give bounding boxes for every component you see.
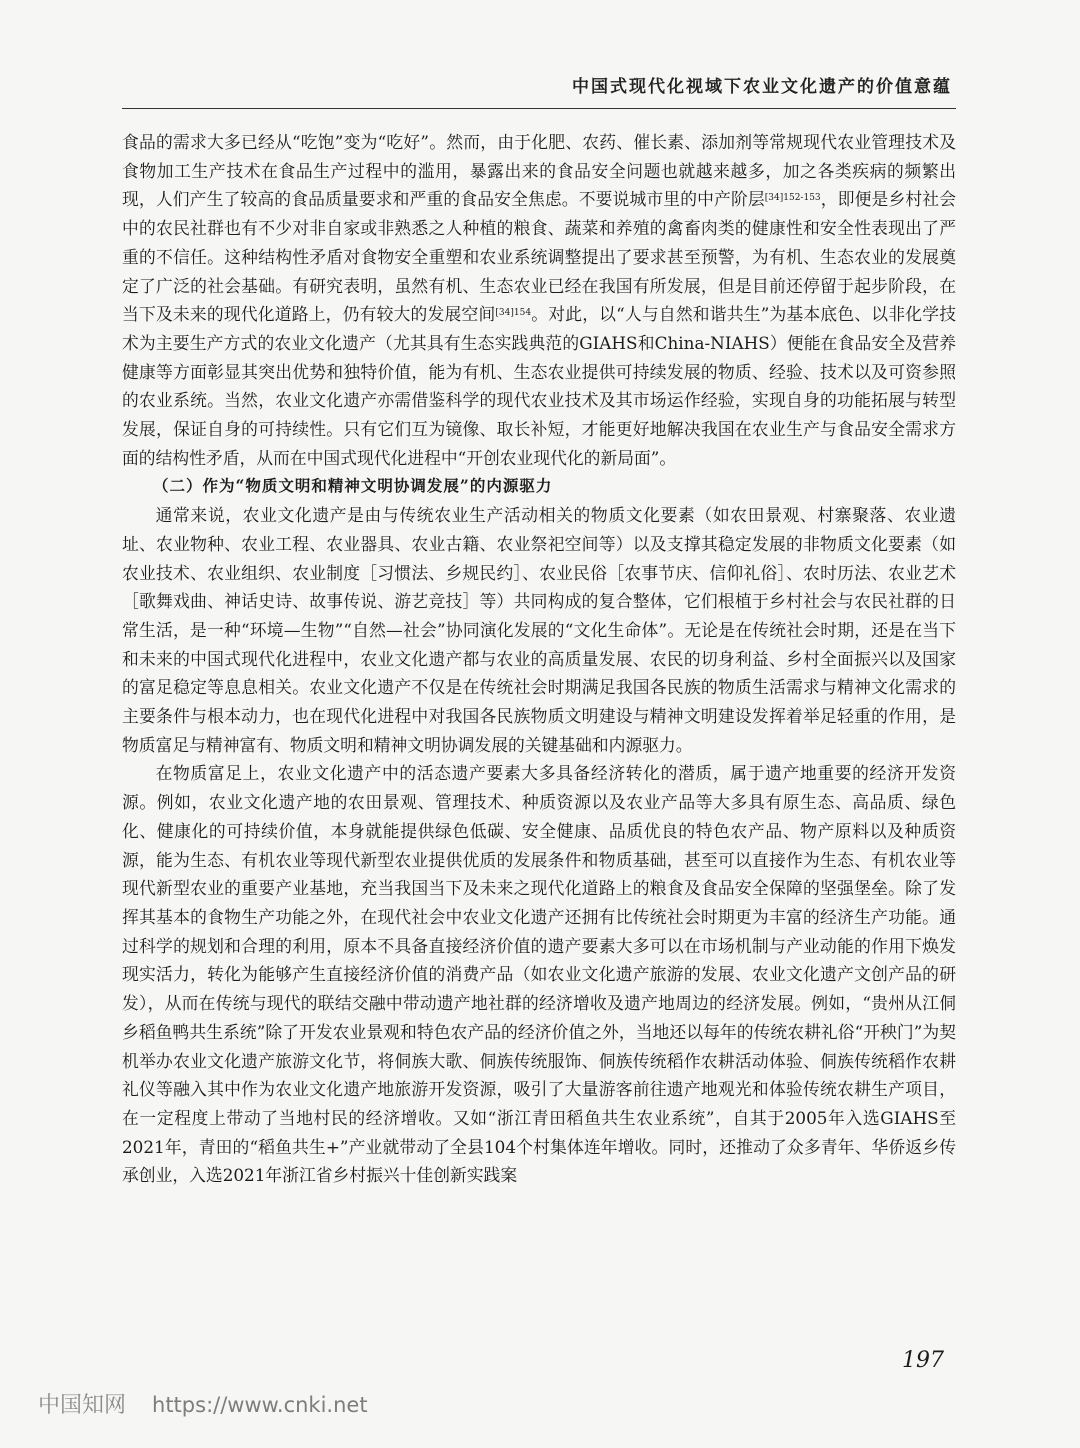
paragraph: 通常来说，农业文化遗产是由与传统农业生产活动相关的物质文化要素（如农田景观、村寨聚落、农业遗址、农业物种、农业工程、农业器具、农业古籍、农业祭祀空间等）以及支撑其稳定发展的非物质文化要素（如农业技术、农业组织、农业制度［习惯法、乡规民约］、农业民俗［农事节庆、信仰礼俗］、农时历法、农业艺术［歌舞戏曲、神话史诗、故事传说、游艺竞技］等）共同构成的复合整体，它们根植于乡村社会与农民社群的日常生活，是一种“环境—生物”“自然—社会”协同演化发展的“文化生命体”。无论是在传统社会时期，还是在当下和未来的中国式现代化进程中，农业文化遗产都与农业的高质量发展、农民的切身利益、乡村全面振兴以及国家的富足稳定等息息相关。农业文化遗产不仅是在传统社会时期满足我国各民族的物质生活需求与精神文化需求的主要条件与根本动力，也在现代化进程中对我国各民族物质文明建设与精神文明建设发挥着举足轻重的作用，是物质富足与精神富有、物质文明和精神文明协调发展的关键基础和内源驱力。 [122, 505, 956, 755]
cnki-logo-text: 中国知网 [38, 1393, 127, 1418]
paragraph-text: ，即便是乡村社会中的农民社群也有不少对非自家或非熟悉之人种植的粮食、蔬菜和养殖的禽畜肉类的健康性和安全性表现出了严重的不信任。这种结构性矛盾对食物安全重塑和农业系统调整提出了要求甚至预警，为有机、生态农业的发展奠定了广泛的社会基础。有研究表明，虽然有机、生态农业已经在我国有所发展，但是目前还停留于起步阶段，在当下及未来的现代化道路上，仍有较大的发展空间 [122, 189, 956, 325]
cnki-watermark [38, 1388, 368, 1419]
paragraph-text: 。对此，以“人与自然和谐共生”为基本底色、以非化学技术为主要生产方式的农业文化遗产（尤其具有生态实践典范的GIAHS和China-NIAHS）便能在食品安全及营养健康等方面彰显其突出优势和独特价值，能为有机、生态农业提供可持续发展的物质、经验、技术以及可资参照的农业系统。当然，农业文化遗产亦需借鉴科学的现代农业技术及其市场运作经验，实现自身的功能拓展与转型发展，保证自身的可持续性。只有它们互为镜像、取长补短，才能更好地解决我国在农业生产与食品安全需求方面的结构性矛盾，从而在中国式现代化进程中“开创农业现代化的新局面”。 [122, 304, 956, 468]
running-header-title: 中国式现代化视域下农业文化遗产的价值意蕴 [572, 77, 952, 97]
paragraph: 在物质富足上，农业文化遗产中的活态遗产要素大多具备经济转化的潜质，属于遗产地重要的经济开发资源。例如，农业文化遗产地的农田景观、管理技术、种质资源以及农业产品等大多具有原生态、高品质、绿色化、健康化的可持续价值，本身就能提供绿色低碳、安全健康、品质优良的特色农产品、物产原料以及种质资源，能为生态、有机农业等现代新型农业提供优质的发展条件和物质基础，甚至可以直接作为生态、有机农业等现代新型农业的重要产业基地，充当我国当下及未来之现代化道路上的粮食及食品安全保障的坚强堡垒。除了发挥其基本的食物生产功能之外，在现代社会中农业文化遗产还拥有比传统社会时期更为丰富的经济生产功能。通过科学的规划和合理的利用，原本不具备直接经济价值的遗产要素大多可以在市场机制与产业动能的作用下焕发现实活力，转化为能够产生直接经济价值的消费产品（如农业文化遗产旅游的发展、农业文化遗产文创产品的研发），从而在传统与现代的联结交融中带动遗产地社群的经济增收及遗产地周边的经济发展。例如，“贵州从江侗乡稻鱼鸭共生系统”除了开发农业景观和特色农产品的经济价值之外，当地还以每年的传统农耕礼俗“开秧门”为契机举办农业文化遗产旅游文化节，将侗族大歌、侗族传统服饰、侗族传统稻作农耕活动体验、侗族传统稻作农耕礼仪等融入其中作为农业文化遗产地旅游开发资源，吸引了大量游客前往遗产地观光和体验传统农耕生产项目，在一定程度上带动了当地村民的经济增收。又如“浙江青田稻鱼共生农业系统”，自其于2005年入选GIAHS至2021年，青田的“稻鱼共生+”产业就带动了全县104个村集体连年增收。同时，还推动了众多青年、华侨返乡传承创业，入选2021年浙江省乡村振兴十佳创新实践案 [122, 763, 956, 1186]
page-number: 197 [902, 1348, 944, 1373]
cnki-url[interactable]: https://www.cnki.net [152, 1393, 368, 1417]
paragraph-continued [122, 128, 956, 472]
paragraph-text: 食品的需求大多已经从“吃饱”变为“吃好”。然而，由于化肥、农药、催长素、添加剂等常规现代农业管理技术及食物加工生产技术在食品生产过程中的滥用，暴露出来的食品安全问题也就越来越多，加之各类疾病的频繁出现，人们产生了较高的食品质量要求和严重的食品安全焦虑。不要说城市里的中产阶层 [122, 132, 956, 210]
header-rule [122, 108, 956, 109]
article-body [122, 128, 956, 1190]
citation-mark: [34]152-153 [764, 193, 821, 204]
section-heading: （二）作为“物质文明和精神文明协调发展”的内源驱力 [153, 476, 553, 496]
citation-mark: [34]154 [495, 308, 532, 319]
